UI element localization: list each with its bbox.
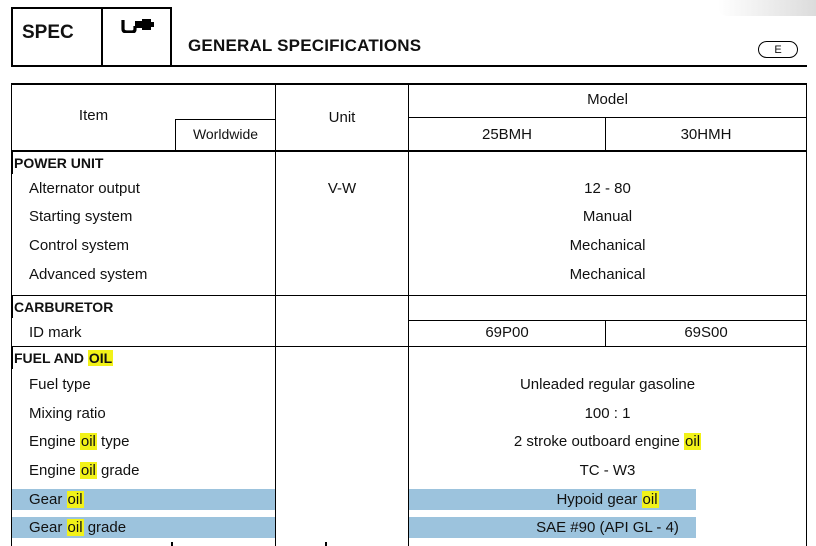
spec-label: SPEC <box>13 9 103 65</box>
row-value-25bmh: 69P00 <box>485 324 529 341</box>
unit-col-left <box>275 83 276 546</box>
model-header: Model <box>587 91 628 108</box>
model-30hmh: 30HMH <box>680 126 732 143</box>
section-fuel-and-oil <box>14 350 113 366</box>
region-header: Worldwide <box>192 126 259 142</box>
model-25bmh: 25BMH <box>481 126 533 143</box>
row-label: Control system <box>29 237 130 254</box>
fuel-oil-marker <box>11 347 13 369</box>
section-carburetor: CARBURETOR <box>14 299 114 315</box>
row-value: SAE #90 (API GL - 4) <box>536 519 679 536</box>
search-highlight: OIL <box>88 350 113 366</box>
row-label: Mixing ratio <box>29 405 106 422</box>
label-part: grade <box>96 462 140 479</box>
unit-header: Unit <box>328 109 356 126</box>
search-highlight: oil <box>642 491 658 508</box>
bottom-tick <box>171 542 173 546</box>
row-unit: V-W <box>327 180 357 197</box>
row-label <box>29 462 139 479</box>
header-rule <box>172 65 807 67</box>
search-highlight: oil <box>67 491 83 508</box>
row-value: TC - W3 <box>579 462 636 479</box>
row-value-30hmh: 69S00 <box>684 324 728 341</box>
worldwide-divider <box>175 119 276 120</box>
row-label: ID mark <box>29 324 82 341</box>
search-highlight: oil <box>685 433 701 450</box>
micrometer-icon <box>103 9 170 65</box>
label-part: grade <box>83 519 127 536</box>
language-badge: E <box>758 41 798 58</box>
row-label <box>29 433 129 450</box>
row-value: 12 - 80 <box>584 180 631 197</box>
page-corner-shade <box>718 0 816 16</box>
row-label <box>29 519 126 536</box>
row-label: Advanced system <box>29 266 148 283</box>
row-value: Unleaded regular gasoline <box>519 376 696 393</box>
value-part: 2 stroke outboard engine <box>513 433 685 450</box>
row-value <box>409 433 806 450</box>
power-unit-marker <box>11 152 13 174</box>
page-title: GENERAL SPECIFICATIONS <box>188 36 422 55</box>
item-header: Item <box>78 107 109 124</box>
id-mark-top <box>408 320 806 321</box>
label-part: Gear <box>29 519 67 536</box>
row-label: Alternator output <box>29 180 140 197</box>
row-value: Mechanical <box>569 266 646 283</box>
row-label: Fuel type <box>29 376 91 393</box>
row-value: 100 : 1 <box>584 405 631 422</box>
row-value: Mechanical <box>569 237 646 254</box>
row-label <box>29 491 84 508</box>
model-divider <box>408 117 806 118</box>
label-part: Engine <box>29 462 80 479</box>
label-part: Gear <box>29 491 67 508</box>
bottom-tick <box>325 542 327 546</box>
label-part: type <box>96 433 130 450</box>
label-part: Engine <box>29 433 80 450</box>
section-power-unit: POWER UNIT <box>14 155 104 171</box>
row-label: Starting system <box>29 208 133 225</box>
row-value: Manual <box>582 208 633 225</box>
row-value <box>409 491 806 508</box>
search-highlight: oil <box>80 462 96 479</box>
carburetor-marker <box>11 296 13 318</box>
section-title-part: FUEL AND <box>14 350 88 366</box>
table-right-border <box>806 83 807 546</box>
value-part: Hypoid gear <box>556 491 642 508</box>
search-highlight: oil <box>67 519 83 536</box>
spec-tab <box>11 7 172 67</box>
search-highlight: oil <box>80 433 96 450</box>
